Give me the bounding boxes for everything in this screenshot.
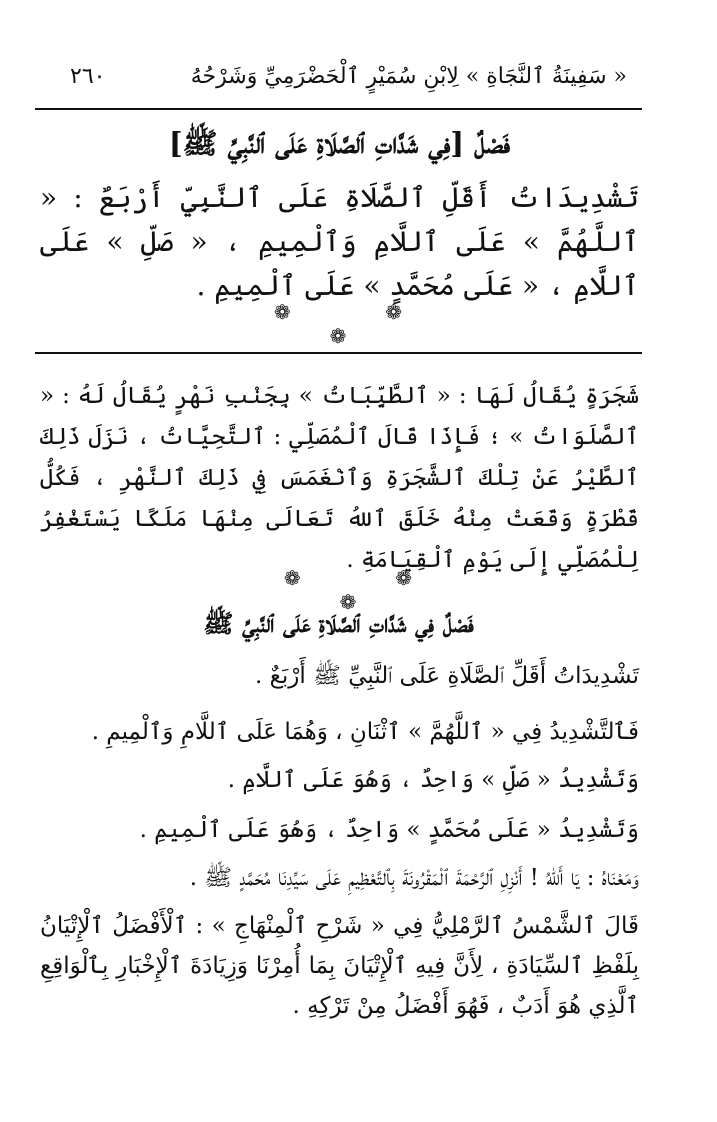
running-title: « سَفِينَةُ ٱلنَّجَاةِ » لِابْنِ سُمَيْرٍ ٱلْحَضْرَمِيِّ وَشَرْحُهُ [190, 64, 627, 89]
star-separator-bottom [188, 566, 508, 614]
header-divider [35, 108, 642, 110]
star-ornament-icon: ❁ [283, 566, 301, 590]
main-text: تَشْدِيدَاتُ أَقَلِّ ٱلصَّلَاةِ عَلَى ٱلنَّبِيِّ أَرْبَعٌ : « ٱللَّهُمَّ » عَلَى ٱللَّامِ وَٱلْمِيمِ ، « صَلِّ » عَلَى ٱللَّامِ ، « عَلَى مُحَمَّدٍ » عَلَى ٱلْمِيمِ . [40, 181, 639, 302]
star-ornament-icon: ❁ [395, 566, 413, 590]
star-ornament-icon: ❁ [329, 324, 347, 348]
commentary-paragraph: تَشْدِيدَاتُ أَقَلِّ ٱلصَّلَاةِ عَلَى ٱلنَّبِيِّ ﷺ أَرْبَعٌ . [255, 663, 639, 689]
commentary-paragraph: وَتَشْدِيدُ « عَلَى مُحَمَّدٍ » وَاحِدٌ ، وَهُوَ عَلَى ٱلْمِيمِ . [139, 817, 639, 843]
section-title-commentary: فَصْلٌ فِي شَدَّاتِ ٱلصَّلَاةِ عَلَى ٱلنَّبِيِّ ﷺ [203, 609, 474, 638]
commentary-paragraph: وَتَشْدِيدُ « صَلِّ » وَاحِدٌ ، وَهُوَ عَلَى ٱللَّامِ . [227, 767, 639, 793]
page-number: ٢٦٠ [70, 64, 106, 89]
star-separator-top [178, 300, 498, 348]
text-commentary-divider [35, 352, 642, 354]
section-title-main: فَصْلٌ [فِي شَدَّاتِ ٱلصَّلَاةِ عَلَى ٱلنَّبِيِّ ﷺ] [168, 126, 511, 160]
page-header [70, 62, 627, 106]
commentary-paragraph: وَمَعْنَاهُ : يَا أَللهُ ! أَنْزِلِ ٱلرَّحْمَةَ ٱلْمَقْرُونَةَ بِٱلتَّعْظِيمِ عَلَى سَيِّدِنَا مُحَمَّدٍ ﷺ . [189, 865, 639, 891]
star-ornament-icon: ❁ [273, 300, 291, 324]
star-ornament-icon: ❁ [385, 300, 403, 324]
commentary-paragraph: قَالَ ٱلشَّمْسُ ٱلرَّمْلِيُّ فِي « شَرْحِ ٱلْمِنْهَاجِ » : ٱلْأَفْضَلُ ٱلْإِتْيَانُ بِلَفْظِ ٱلسِّيَادَةِ ، لِأَنَّ فِيهِ ٱلْإِتْيَانَ بِمَا أُمِرْنَا وَزِيَادَةَ ٱلْإِخْبَارِ بِٱلْوَاقِعِ ٱلَّذِي هُوَ أَدَبٌ ، فَهُوَ أَفْضَلُ مِنْ تَرْكِهِ . [40, 913, 639, 1019]
commentary-text: شَجَرَةٍ يُقَالُ لَهَا : « ٱلطَّيِّبَاتُ » بِجَنْبِ نَهْرٍ يُقَالُ لَهُ : « ٱلصَّلَوَاتُ » ؛ فَإِذَا قَالَ ٱلْمُصَلِّي : ٱلتَّحِيَّاتُ ، نَزَلَ ذَلِكَ ٱلطَّيْرُ عَنْ تِلْكَ ٱلشَّجَرَةِ وَٱنْغَمَسَ فِي ذَلِكَ ٱلنَّهْرِ ، فَكُلُّ قَطْرَةٍ وَقَعَتْ مِنْهُ خَلَقَ ٱللهُ تَعَالَى مِنْهَا مَلَكًا يَسْتَغْفِرُ لِلْمُصَلِّي إِلَى يَوْمِ ٱلْقِيَامَةِ . [40, 383, 639, 573]
commentary-paragraph: فَٱلتَّشْدِيدُ فِي « ٱللَّهُمَّ » ٱثْنَانِ ، وَهُمَا عَلَى ٱللَّامِ وَٱلْمِيمِ . [91, 719, 639, 745]
star-ornament-icon: ❁ [339, 590, 357, 614]
